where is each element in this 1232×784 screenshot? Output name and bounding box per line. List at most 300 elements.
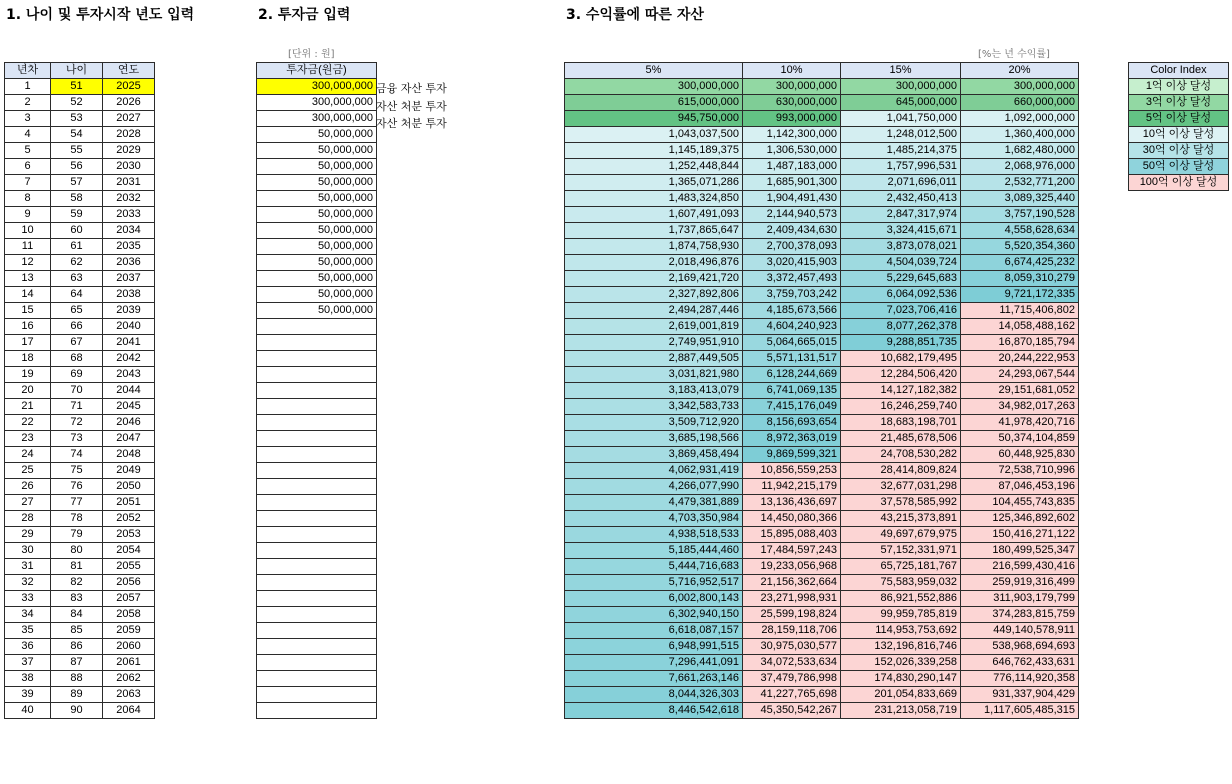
year-index-cell[interactable]: 33 — [5, 591, 51, 607]
age-cell[interactable]: 57 — [51, 175, 103, 191]
value-rate-5[interactable]: 945,750,000 — [565, 111, 743, 127]
invest-amount-cell[interactable] — [257, 591, 377, 607]
value-rate-5[interactable]: 6,002,800,143 — [565, 591, 743, 607]
value-rate-15[interactable]: 18,683,198,701 — [841, 415, 961, 431]
value-rate-20[interactable]: 646,762,433,631 — [961, 655, 1079, 671]
invest-amount-cell[interactable] — [257, 671, 377, 687]
invest-amount-cell[interactable] — [257, 607, 377, 623]
value-rate-5[interactable]: 3,869,458,494 — [565, 447, 743, 463]
year-index-cell[interactable]: 37 — [5, 655, 51, 671]
year-cell[interactable]: 2037 — [103, 271, 155, 287]
invest-amount-cell[interactable] — [257, 703, 377, 719]
value-rate-20[interactable]: 2,532,771,200 — [961, 175, 1079, 191]
year-index-cell[interactable]: 24 — [5, 447, 51, 463]
invest-amount-cell[interactable] — [257, 495, 377, 511]
value-rate-5[interactable]: 1,365,071,286 — [565, 175, 743, 191]
value-rate-20[interactable]: 8,059,310,279 — [961, 271, 1079, 287]
age-cell[interactable]: 64 — [51, 287, 103, 303]
year-index-cell[interactable]: 26 — [5, 479, 51, 495]
year-index-cell[interactable]: 27 — [5, 495, 51, 511]
value-rate-10[interactable]: 5,064,665,015 — [743, 335, 841, 351]
year-cell[interactable]: 2049 — [103, 463, 155, 479]
value-rate-20[interactable]: 1,360,400,000 — [961, 127, 1079, 143]
value-rate-20[interactable]: 50,374,104,859 — [961, 431, 1079, 447]
value-rate-10[interactable]: 14,450,080,366 — [743, 511, 841, 527]
age-cell[interactable]: 58 — [51, 191, 103, 207]
year-cell[interactable]: 2064 — [103, 703, 155, 719]
value-rate-5[interactable]: 8,446,542,618 — [565, 703, 743, 719]
year-cell[interactable]: 2038 — [103, 287, 155, 303]
legend-item[interactable]: 3억 이상 달성 — [1129, 95, 1229, 111]
value-rate-20[interactable]: 16,870,185,794 — [961, 335, 1079, 351]
year-cell[interactable]: 2044 — [103, 383, 155, 399]
value-rate-15[interactable]: 174,830,290,147 — [841, 671, 961, 687]
year-cell[interactable]: 2048 — [103, 447, 155, 463]
invest-amount-cell[interactable]: 50,000,000 — [257, 287, 377, 303]
value-rate-5[interactable]: 1,043,037,500 — [565, 127, 743, 143]
value-rate-20[interactable]: 6,674,425,232 — [961, 255, 1079, 271]
value-rate-15[interactable]: 37,578,585,992 — [841, 495, 961, 511]
age-cell[interactable]: 89 — [51, 687, 103, 703]
value-rate-20[interactable]: 311,903,179,799 — [961, 591, 1079, 607]
legend-item[interactable]: 100억 이상 달성 — [1129, 175, 1229, 191]
value-rate-5[interactable]: 6,302,940,150 — [565, 607, 743, 623]
value-rate-20[interactable]: 150,416,271,122 — [961, 527, 1079, 543]
value-rate-10[interactable]: 1,487,183,000 — [743, 159, 841, 175]
value-rate-15[interactable]: 99,959,785,819 — [841, 607, 961, 623]
age-cell[interactable]: 51 — [51, 79, 103, 95]
value-rate-10[interactable]: 13,136,436,697 — [743, 495, 841, 511]
invest-amount-cell[interactable] — [257, 687, 377, 703]
age-cell[interactable]: 78 — [51, 511, 103, 527]
value-rate-5[interactable]: 1,483,324,850 — [565, 191, 743, 207]
year-cell[interactable]: 2035 — [103, 239, 155, 255]
invest-amount-cell[interactable] — [257, 431, 377, 447]
value-rate-20[interactable]: 660,000,000 — [961, 95, 1079, 111]
value-rate-20[interactable]: 931,337,904,429 — [961, 687, 1079, 703]
value-rate-10[interactable]: 25,599,198,824 — [743, 607, 841, 623]
value-rate-5[interactable]: 4,266,077,990 — [565, 479, 743, 495]
year-cell[interactable]: 2029 — [103, 143, 155, 159]
value-rate-15[interactable]: 86,921,552,886 — [841, 591, 961, 607]
value-rate-5[interactable]: 5,716,952,517 — [565, 575, 743, 591]
invest-amount-cell[interactable]: 300,000,000 — [257, 111, 377, 127]
year-cell[interactable]: 2040 — [103, 319, 155, 335]
value-rate-20[interactable]: 41,978,420,716 — [961, 415, 1079, 431]
age-cell[interactable]: 62 — [51, 255, 103, 271]
age-cell[interactable]: 59 — [51, 207, 103, 223]
value-rate-20[interactable]: 20,244,222,953 — [961, 351, 1079, 367]
year-index-cell[interactable]: 36 — [5, 639, 51, 655]
legend-item[interactable]: 10억 이상 달성 — [1129, 127, 1229, 143]
invest-amount-cell[interactable] — [257, 479, 377, 495]
invest-amount-cell[interactable]: 50,000,000 — [257, 175, 377, 191]
value-rate-15[interactable]: 201,054,833,669 — [841, 687, 961, 703]
value-rate-10[interactable]: 11,942,215,179 — [743, 479, 841, 495]
invest-amount-cell[interactable] — [257, 655, 377, 671]
year-cell[interactable]: 2058 — [103, 607, 155, 623]
value-rate-15[interactable]: 645,000,000 — [841, 95, 961, 111]
invest-amount-cell[interactable] — [257, 383, 377, 399]
legend-item[interactable]: 1억 이상 달성 — [1129, 79, 1229, 95]
value-rate-20[interactable]: 125,346,892,602 — [961, 511, 1079, 527]
value-rate-15[interactable]: 5,229,645,683 — [841, 271, 961, 287]
year-cell[interactable]: 2046 — [103, 415, 155, 431]
value-rate-15[interactable]: 1,485,214,375 — [841, 143, 961, 159]
value-rate-5[interactable]: 6,618,087,157 — [565, 623, 743, 639]
value-rate-15[interactable]: 300,000,000 — [841, 79, 961, 95]
value-rate-20[interactable]: 180,499,525,347 — [961, 543, 1079, 559]
year-cell[interactable]: 2061 — [103, 655, 155, 671]
year-index-cell[interactable]: 8 — [5, 191, 51, 207]
value-rate-10[interactable]: 9,869,599,321 — [743, 447, 841, 463]
year-cell[interactable]: 2050 — [103, 479, 155, 495]
year-index-cell[interactable]: 15 — [5, 303, 51, 319]
value-rate-10[interactable]: 28,159,118,706 — [743, 623, 841, 639]
year-index-cell[interactable]: 14 — [5, 287, 51, 303]
value-rate-5[interactable]: 4,938,518,533 — [565, 527, 743, 543]
legend-item[interactable]: 50억 이상 달성 — [1129, 159, 1229, 175]
invest-amount-cell[interactable] — [257, 575, 377, 591]
value-rate-20[interactable]: 60,448,925,830 — [961, 447, 1079, 463]
year-cell[interactable]: 2045 — [103, 399, 155, 415]
value-rate-20[interactable]: 5,520,354,360 — [961, 239, 1079, 255]
value-rate-15[interactable]: 21,485,678,506 — [841, 431, 961, 447]
year-cell[interactable]: 2025 — [103, 79, 155, 95]
value-rate-15[interactable]: 43,215,373,891 — [841, 511, 961, 527]
year-cell[interactable]: 2039 — [103, 303, 155, 319]
value-rate-5[interactable]: 3,685,198,566 — [565, 431, 743, 447]
age-cell[interactable]: 68 — [51, 351, 103, 367]
value-rate-20[interactable]: 104,455,743,835 — [961, 495, 1079, 511]
age-cell[interactable]: 69 — [51, 367, 103, 383]
value-rate-15[interactable]: 1,248,012,500 — [841, 127, 961, 143]
value-rate-10[interactable]: 2,700,378,093 — [743, 239, 841, 255]
value-rate-20[interactable]: 3,089,325,440 — [961, 191, 1079, 207]
value-rate-15[interactable]: 24,708,530,282 — [841, 447, 961, 463]
invest-amount-cell[interactable] — [257, 511, 377, 527]
value-rate-20[interactable]: 14,058,488,162 — [961, 319, 1079, 335]
value-rate-10[interactable]: 10,856,559,253 — [743, 463, 841, 479]
value-rate-5[interactable]: 5,185,444,460 — [565, 543, 743, 559]
value-rate-20[interactable]: 2,068,976,000 — [961, 159, 1079, 175]
year-cell[interactable]: 2047 — [103, 431, 155, 447]
invest-amount-cell[interactable]: 50,000,000 — [257, 239, 377, 255]
age-cell[interactable]: 56 — [51, 159, 103, 175]
age-cell[interactable]: 84 — [51, 607, 103, 623]
value-rate-10[interactable]: 4,604,240,923 — [743, 319, 841, 335]
year-cell[interactable]: 2055 — [103, 559, 155, 575]
invest-amount-cell[interactable]: 300,000,000 — [257, 79, 377, 95]
value-rate-5[interactable]: 2,749,951,910 — [565, 335, 743, 351]
age-cell[interactable]: 61 — [51, 239, 103, 255]
age-cell[interactable]: 88 — [51, 671, 103, 687]
value-rate-10[interactable]: 2,144,940,573 — [743, 207, 841, 223]
value-rate-15[interactable]: 8,077,262,378 — [841, 319, 961, 335]
year-cell[interactable]: 2057 — [103, 591, 155, 607]
year-index-cell[interactable]: 12 — [5, 255, 51, 271]
year-cell[interactable]: 2053 — [103, 527, 155, 543]
year-index-cell[interactable]: 11 — [5, 239, 51, 255]
value-rate-20[interactable]: 87,046,453,196 — [961, 479, 1079, 495]
age-cell[interactable]: 77 — [51, 495, 103, 511]
age-cell[interactable]: 83 — [51, 591, 103, 607]
year-cell[interactable]: 2054 — [103, 543, 155, 559]
value-rate-15[interactable]: 231,213,058,719 — [841, 703, 961, 719]
age-cell[interactable]: 80 — [51, 543, 103, 559]
year-index-cell[interactable]: 20 — [5, 383, 51, 399]
year-cell[interactable]: 2051 — [103, 495, 155, 511]
value-rate-5[interactable]: 1,737,865,647 — [565, 223, 743, 239]
age-cell[interactable]: 76 — [51, 479, 103, 495]
value-rate-15[interactable]: 7,023,706,416 — [841, 303, 961, 319]
value-rate-10[interactable]: 1,306,530,000 — [743, 143, 841, 159]
year-index-cell[interactable]: 18 — [5, 351, 51, 367]
age-cell[interactable]: 70 — [51, 383, 103, 399]
invest-amount-cell[interactable]: 50,000,000 — [257, 127, 377, 143]
year-index-cell[interactable]: 13 — [5, 271, 51, 287]
year-cell[interactable]: 2028 — [103, 127, 155, 143]
year-index-cell[interactable]: 29 — [5, 527, 51, 543]
value-rate-10[interactable]: 300,000,000 — [743, 79, 841, 95]
value-rate-15[interactable]: 3,873,078,021 — [841, 239, 961, 255]
invest-amount-cell[interactable] — [257, 415, 377, 431]
value-rate-10[interactable]: 6,741,069,135 — [743, 383, 841, 399]
value-rate-5[interactable]: 1,874,758,930 — [565, 239, 743, 255]
age-cell[interactable]: 85 — [51, 623, 103, 639]
year-index-cell[interactable]: 16 — [5, 319, 51, 335]
year-index-cell[interactable]: 28 — [5, 511, 51, 527]
year-index-cell[interactable]: 3 — [5, 111, 51, 127]
value-rate-20[interactable]: 11,715,406,802 — [961, 303, 1079, 319]
year-cell[interactable]: 2060 — [103, 639, 155, 655]
year-index-cell[interactable]: 34 — [5, 607, 51, 623]
value-rate-5[interactable]: 300,000,000 — [565, 79, 743, 95]
value-rate-5[interactable]: 2,018,496,876 — [565, 255, 743, 271]
year-index-cell[interactable]: 38 — [5, 671, 51, 687]
value-rate-15[interactable]: 2,847,317,974 — [841, 207, 961, 223]
value-rate-15[interactable]: 132,196,816,746 — [841, 639, 961, 655]
value-rate-15[interactable]: 9,288,851,735 — [841, 335, 961, 351]
invest-amount-cell[interactable]: 50,000,000 — [257, 143, 377, 159]
value-rate-10[interactable]: 45,350,542,267 — [743, 703, 841, 719]
value-rate-20[interactable]: 4,558,628,634 — [961, 223, 1079, 239]
year-cell[interactable]: 2034 — [103, 223, 155, 239]
year-cell[interactable]: 2062 — [103, 671, 155, 687]
value-rate-10[interactable]: 1,142,300,000 — [743, 127, 841, 143]
year-index-cell[interactable]: 4 — [5, 127, 51, 143]
year-cell[interactable]: 2042 — [103, 351, 155, 367]
value-rate-5[interactable]: 1,145,189,375 — [565, 143, 743, 159]
invest-amount-cell[interactable] — [257, 319, 377, 335]
value-rate-15[interactable]: 152,026,339,258 — [841, 655, 961, 671]
year-index-cell[interactable]: 17 — [5, 335, 51, 351]
value-rate-10[interactable]: 6,128,244,669 — [743, 367, 841, 383]
value-rate-10[interactable]: 34,072,533,634 — [743, 655, 841, 671]
invest-amount-cell[interactable]: 50,000,000 — [257, 271, 377, 287]
age-cell[interactable]: 65 — [51, 303, 103, 319]
age-cell[interactable]: 52 — [51, 95, 103, 111]
value-rate-15[interactable]: 4,504,039,724 — [841, 255, 961, 271]
value-rate-15[interactable]: 1,757,996,531 — [841, 159, 961, 175]
legend-item[interactable]: 30억 이상 달성 — [1129, 143, 1229, 159]
age-cell[interactable]: 75 — [51, 463, 103, 479]
value-rate-10[interactable]: 30,975,030,577 — [743, 639, 841, 655]
year-index-cell[interactable]: 10 — [5, 223, 51, 239]
value-rate-20[interactable]: 300,000,000 — [961, 79, 1079, 95]
value-rate-10[interactable]: 4,185,673,566 — [743, 303, 841, 319]
year-index-cell[interactable]: 9 — [5, 207, 51, 223]
year-cell[interactable]: 2033 — [103, 207, 155, 223]
value-rate-20[interactable]: 1,682,480,000 — [961, 143, 1079, 159]
year-index-cell[interactable]: 2 — [5, 95, 51, 111]
invest-amount-cell[interactable] — [257, 463, 377, 479]
invest-amount-cell[interactable] — [257, 639, 377, 655]
age-cell[interactable]: 72 — [51, 415, 103, 431]
value-rate-20[interactable]: 374,283,815,759 — [961, 607, 1079, 623]
value-rate-15[interactable]: 1,041,750,000 — [841, 111, 961, 127]
age-cell[interactable]: 71 — [51, 399, 103, 415]
value-rate-5[interactable]: 6,948,991,515 — [565, 639, 743, 655]
invest-amount-cell[interactable]: 300,000,000 — [257, 95, 377, 111]
value-rate-15[interactable]: 65,725,181,767 — [841, 559, 961, 575]
year-cell[interactable]: 2032 — [103, 191, 155, 207]
age-cell[interactable]: 53 — [51, 111, 103, 127]
value-rate-5[interactable]: 4,703,350,984 — [565, 511, 743, 527]
value-rate-15[interactable]: 2,071,696,011 — [841, 175, 961, 191]
value-rate-10[interactable]: 630,000,000 — [743, 95, 841, 111]
value-rate-20[interactable]: 1,117,605,485,315 — [961, 703, 1079, 719]
year-index-cell[interactable]: 35 — [5, 623, 51, 639]
invest-amount-cell[interactable] — [257, 351, 377, 367]
year-cell[interactable]: 2059 — [103, 623, 155, 639]
value-rate-15[interactable]: 14,127,182,382 — [841, 383, 961, 399]
year-cell[interactable]: 2043 — [103, 367, 155, 383]
value-rate-10[interactable]: 3,372,457,493 — [743, 271, 841, 287]
age-cell[interactable]: 55 — [51, 143, 103, 159]
value-rate-5[interactable]: 615,000,000 — [565, 95, 743, 111]
year-index-cell[interactable]: 25 — [5, 463, 51, 479]
value-rate-15[interactable]: 2,432,450,413 — [841, 191, 961, 207]
value-rate-15[interactable]: 114,953,753,692 — [841, 623, 961, 639]
value-rate-5[interactable]: 3,183,413,079 — [565, 383, 743, 399]
value-rate-5[interactable]: 2,327,892,806 — [565, 287, 743, 303]
age-cell[interactable]: 67 — [51, 335, 103, 351]
value-rate-20[interactable]: 24,293,067,544 — [961, 367, 1079, 383]
age-cell[interactable]: 86 — [51, 639, 103, 655]
value-rate-20[interactable]: 216,599,430,416 — [961, 559, 1079, 575]
year-index-cell[interactable]: 40 — [5, 703, 51, 719]
value-rate-10[interactable]: 41,227,765,698 — [743, 687, 841, 703]
value-rate-10[interactable]: 8,156,693,654 — [743, 415, 841, 431]
age-cell[interactable]: 74 — [51, 447, 103, 463]
year-index-cell[interactable]: 21 — [5, 399, 51, 415]
value-rate-20[interactable]: 72,538,710,996 — [961, 463, 1079, 479]
value-rate-15[interactable]: 3,324,415,671 — [841, 223, 961, 239]
invest-amount-cell[interactable] — [257, 527, 377, 543]
value-rate-15[interactable]: 32,677,031,298 — [841, 479, 961, 495]
value-rate-5[interactable]: 8,044,326,303 — [565, 687, 743, 703]
age-cell[interactable]: 73 — [51, 431, 103, 447]
age-cell[interactable]: 90 — [51, 703, 103, 719]
invest-amount-cell[interactable] — [257, 367, 377, 383]
invest-amount-cell[interactable] — [257, 559, 377, 575]
value-rate-20[interactable]: 29,151,681,052 — [961, 383, 1079, 399]
value-rate-15[interactable]: 28,414,809,824 — [841, 463, 961, 479]
year-index-cell[interactable]: 5 — [5, 143, 51, 159]
year-index-cell[interactable]: 23 — [5, 431, 51, 447]
invest-amount-cell[interactable]: 50,000,000 — [257, 159, 377, 175]
year-index-cell[interactable]: 32 — [5, 575, 51, 591]
invest-amount-cell[interactable] — [257, 399, 377, 415]
year-index-cell[interactable]: 19 — [5, 367, 51, 383]
age-cell[interactable]: 79 — [51, 527, 103, 543]
year-index-cell[interactable]: 22 — [5, 415, 51, 431]
value-rate-5[interactable]: 2,494,287,446 — [565, 303, 743, 319]
value-rate-20[interactable]: 259,919,316,499 — [961, 575, 1079, 591]
year-cell[interactable]: 2031 — [103, 175, 155, 191]
value-rate-10[interactable]: 17,484,597,243 — [743, 543, 841, 559]
value-rate-15[interactable]: 16,246,259,740 — [841, 399, 961, 415]
year-cell[interactable]: 2036 — [103, 255, 155, 271]
invest-amount-cell[interactable]: 50,000,000 — [257, 303, 377, 319]
year-cell[interactable]: 2056 — [103, 575, 155, 591]
value-rate-10[interactable]: 993,000,000 — [743, 111, 841, 127]
year-cell[interactable]: 2052 — [103, 511, 155, 527]
year-index-cell[interactable]: 1 — [5, 79, 51, 95]
value-rate-15[interactable]: 75,583,959,032 — [841, 575, 961, 591]
value-rate-20[interactable]: 449,140,578,911 — [961, 623, 1079, 639]
value-rate-15[interactable]: 49,697,679,975 — [841, 527, 961, 543]
value-rate-5[interactable]: 1,607,491,093 — [565, 207, 743, 223]
year-index-cell[interactable]: 6 — [5, 159, 51, 175]
value-rate-10[interactable]: 5,571,131,517 — [743, 351, 841, 367]
value-rate-20[interactable]: 3,757,190,528 — [961, 207, 1079, 223]
value-rate-10[interactable]: 15,895,088,403 — [743, 527, 841, 543]
value-rate-5[interactable]: 4,479,381,889 — [565, 495, 743, 511]
year-cell[interactable]: 2026 — [103, 95, 155, 111]
value-rate-20[interactable]: 34,982,017,263 — [961, 399, 1079, 415]
value-rate-10[interactable]: 3,020,415,903 — [743, 255, 841, 271]
value-rate-10[interactable]: 2,409,434,630 — [743, 223, 841, 239]
age-cell[interactable]: 54 — [51, 127, 103, 143]
value-rate-5[interactable]: 3,509,712,920 — [565, 415, 743, 431]
value-rate-10[interactable]: 7,415,176,049 — [743, 399, 841, 415]
value-rate-20[interactable]: 776,114,920,358 — [961, 671, 1079, 687]
invest-amount-cell[interactable] — [257, 335, 377, 351]
value-rate-15[interactable]: 10,682,179,495 — [841, 351, 961, 367]
year-cell[interactable]: 2063 — [103, 687, 155, 703]
invest-amount-cell[interactable] — [257, 623, 377, 639]
invest-amount-cell[interactable] — [257, 543, 377, 559]
value-rate-10[interactable]: 21,156,362,664 — [743, 575, 841, 591]
year-cell[interactable]: 2030 — [103, 159, 155, 175]
age-cell[interactable]: 60 — [51, 223, 103, 239]
value-rate-20[interactable]: 1,092,000,000 — [961, 111, 1079, 127]
year-index-cell[interactable]: 31 — [5, 559, 51, 575]
value-rate-10[interactable]: 37,479,786,998 — [743, 671, 841, 687]
legend-item[interactable]: 5억 이상 달성 — [1129, 111, 1229, 127]
value-rate-15[interactable]: 12,284,506,420 — [841, 367, 961, 383]
year-index-cell[interactable]: 30 — [5, 543, 51, 559]
value-rate-5[interactable]: 2,619,001,819 — [565, 319, 743, 335]
value-rate-10[interactable]: 19,233,056,968 — [743, 559, 841, 575]
value-rate-10[interactable]: 23,271,998,931 — [743, 591, 841, 607]
value-rate-5[interactable]: 1,252,448,844 — [565, 159, 743, 175]
value-rate-20[interactable]: 538,968,694,693 — [961, 639, 1079, 655]
value-rate-5[interactable]: 2,169,421,720 — [565, 271, 743, 287]
invest-amount-cell[interactable] — [257, 447, 377, 463]
